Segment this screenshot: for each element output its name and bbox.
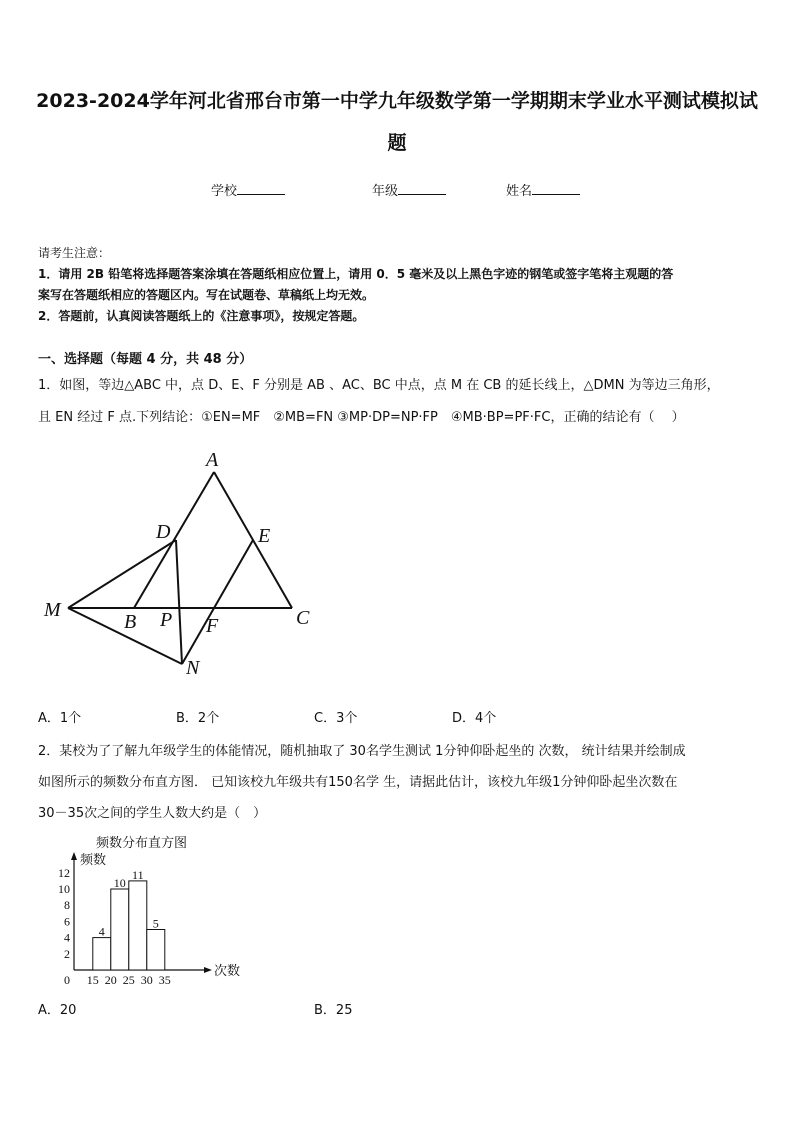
name-label: 姓名	[506, 184, 533, 199]
x-tick-label: 25	[122, 973, 135, 987]
grade-blank	[398, 182, 446, 195]
y-axis-label: 频数	[80, 852, 107, 867]
frequency-histogram	[46, 848, 256, 988]
x-tick-label: 15	[86, 973, 99, 987]
histogram-bar	[147, 930, 165, 971]
bar-value-label: 11	[132, 867, 144, 882]
notice-item-1b: 案写在答题纸相应的答题区内。写在试题卷、草稿纸上均无效。	[38, 288, 375, 302]
section-heading: 一、选择题（每题 4 分，共 48 分）	[38, 352, 253, 367]
document-title: 2023-2024学年河北省邢台市第一中学九年级数学第一学期期末学业水平测试模拟试	[36, 90, 758, 112]
school-field	[211, 180, 285, 199]
label-A: A	[206, 449, 219, 471]
segment-EN	[182, 540, 253, 664]
y-tick-label: 4	[64, 930, 70, 945]
school-blank	[237, 182, 285, 195]
grade-label: 年级	[372, 184, 399, 199]
histogram-bar	[111, 889, 129, 970]
label-N: N	[186, 657, 200, 679]
q2-option-b: B．25	[314, 1003, 353, 1018]
q1-option-b: B．2个	[176, 711, 220, 726]
segment-DM	[68, 540, 176, 608]
notice-heading: 请考生注意：	[38, 246, 111, 260]
histogram-bar	[129, 881, 147, 970]
q1-text-line2: 且 EN 经过 F 点.下列结论：①EN=MF ②MB=FN ③MP·DP=NP·FP ④MB·BP=PF·FC，正确的结论有（ ）	[38, 410, 685, 425]
q2-text-line2: 如图所示的频数分布直方图． 已知该校九年级共有150名学 生，请据此估计，该校九年级1分钟仰卧起坐次数在	[38, 775, 678, 790]
x-tick-label: 20	[104, 973, 117, 987]
bar-value-label: 10	[113, 876, 126, 890]
y-tick-label: 12	[58, 865, 70, 880]
notice-item-1a: 1．请用 2B 铅笔将选择题答案涂填在答题纸相应位置上，请用 0．5 毫米及以上黑色字迹的钢笔或签字笔将主观题的答	[38, 267, 674, 281]
label-F: F	[206, 615, 219, 637]
segment-AB	[134, 472, 214, 608]
q2-text-line3: 30－35次之间的学生人数大约是（ ）	[38, 806, 267, 821]
x-tick-label: 35	[158, 973, 171, 987]
y-tick-label: 8	[64, 898, 70, 913]
q1-option-c: C．3个	[314, 711, 358, 726]
q1-geometry-figure	[30, 440, 330, 690]
label-D: D	[156, 521, 171, 543]
bar-value-label: 5	[152, 916, 159, 931]
x-axis-arrow	[204, 967, 212, 973]
x-tick-label: 30	[140, 973, 153, 987]
document-title-cont: 题	[387, 132, 407, 154]
q1-option-d: D．4个	[452, 711, 497, 726]
y-tick-label: 6	[64, 914, 70, 929]
notice-block	[38, 243, 760, 327]
histogram-bar	[93, 938, 111, 970]
origin-label: 0	[64, 973, 70, 987]
label-C: C	[296, 607, 310, 629]
name-field	[506, 180, 580, 199]
histogram-title: 频数分布直方图	[96, 836, 188, 851]
label-M: M	[44, 599, 61, 621]
grade-field	[372, 180, 446, 199]
label-E: E	[258, 525, 271, 547]
y-axis-arrow	[71, 852, 77, 860]
q1-option-a: A．1个	[38, 711, 82, 726]
q2-option-a: A．20	[38, 1003, 77, 1018]
name-blank	[532, 182, 580, 195]
q1-text-line1: 1．如图，等边△ABC 中，点 D、E、F 分别是 AB 、AC、BC 中点，点 M 在 CB 的延长线上，△DMN 为等边三角形，	[38, 378, 720, 393]
y-tick-label: 2	[64, 946, 70, 961]
bar-value-label: 4	[98, 924, 105, 939]
school-label: 学校	[211, 184, 238, 199]
y-tick-label: 10	[58, 882, 70, 896]
notice-item-2: 2．答题前，认真阅读答题纸上的《注意事项》，按规定答题。	[38, 309, 365, 323]
q2-text-line1: 2．某校为了了解九年级学生的体能情况，随机抽取了 30名学生测试 1分钟仰卧起坐的 次数， 统计结果并绘制成	[38, 744, 686, 759]
label-B: B	[124, 611, 137, 633]
segment-DN	[176, 540, 182, 664]
x-axis-label: 次数	[214, 963, 241, 978]
label-P: P	[160, 609, 173, 631]
